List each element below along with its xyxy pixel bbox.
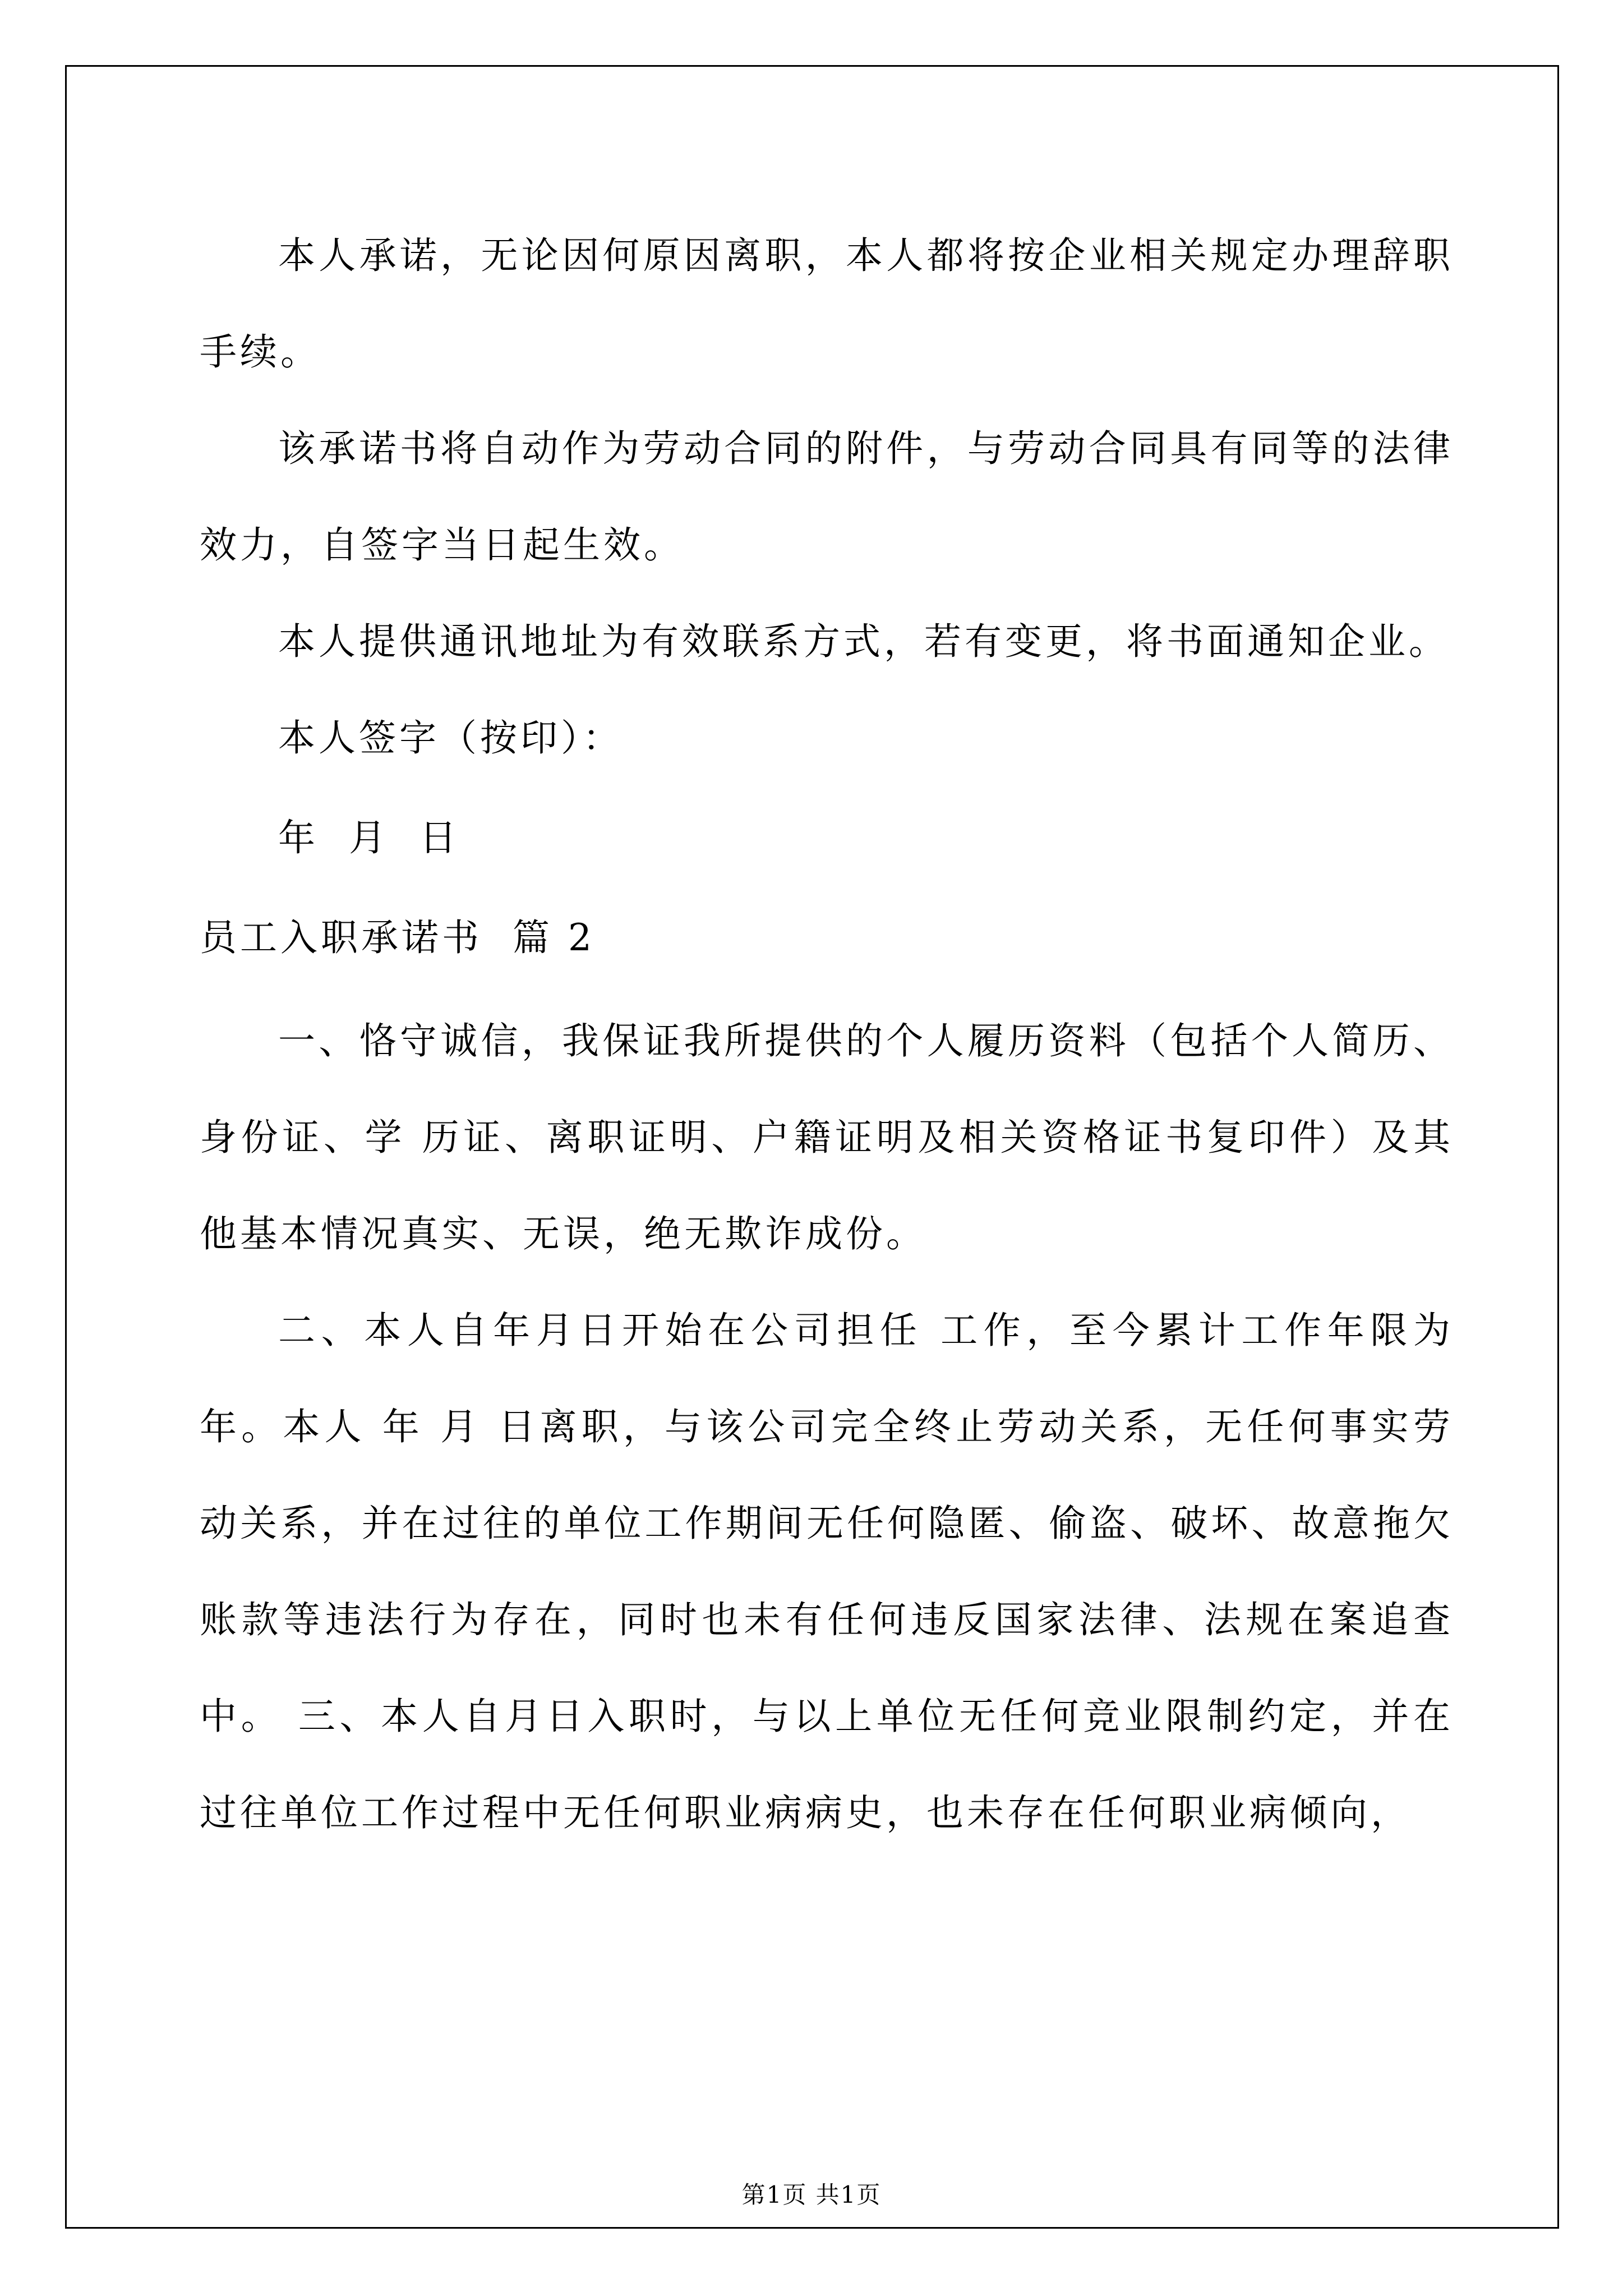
- paragraph-contact-address: 本人提供通讯地址为有效联系方式，若有变更，将书面通知企业。: [278, 620, 1449, 663]
- section-paragraph-integrity: 一、恪守诚信，我保证我所提供的个人履历资料（包括个人简历、身份证、学 历证、离职证明、户籍证明及相关资格证书复印件）及其他基本情况真实、无误，绝无欺诈成份。: [200, 1019, 1454, 1255]
- document-body: [200, 208, 1454, 1861]
- page-number-footer: 第1页 共1页: [741, 2181, 882, 2208]
- signature-line: 本人签字（按印）：: [278, 716, 623, 760]
- section-paragraph-employment-history: 二、本人自年月日开始在公司担任 工作，至今累计工作年限为年。本人 年 月 日离职，与该公司完全终止劳动关系，无任何事实劳动关系，并在过往的单位工作期间无任何隐匿、偷盗、破坏、故意拖欠账款等违法行为存在，同时也未有任何违反国家法律、法规在案追查中。 三、本人自月日入职时，与以上单位无任何竞业限制约定，并在过往单位工作过程中无任何职业病病史，也未存在任何职业病倾向，: [200, 1309, 1454, 1834]
- date-line: 年 月 日: [278, 816, 460, 859]
- section-heading: 员工入职承诺书 篇 2: [200, 916, 595, 959]
- paragraph-contract-annex: 该承诺书将自动作为劳动合同的附件，与劳动合同具有同等的法律效力，自签字当日起生效。: [200, 427, 1454, 567]
- paragraph-resignation-commitment: 本人承诺，无论因何原因离职，本人都将按企业相关规定办理辞职手续。: [200, 234, 1454, 374]
